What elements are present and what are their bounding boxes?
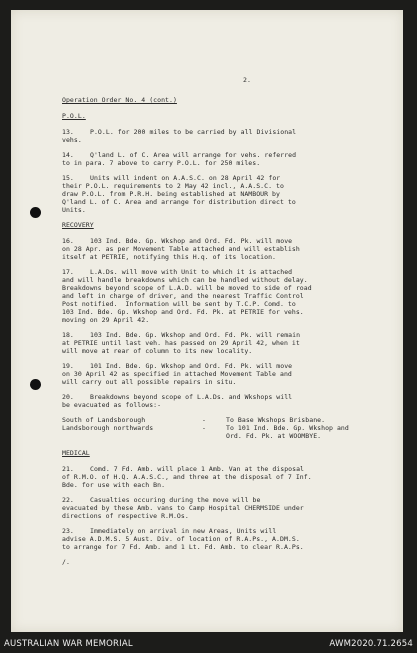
- paragraph-number: 15.: [62, 174, 74, 182]
- paragraph-text: Q'land L. of C. Area and arrange for distribution direct to: [62, 198, 296, 206]
- paragraph-line: [62, 370, 392, 378]
- paragraph-text: Units.: [62, 206, 86, 214]
- paragraph-text: Comd. 7 Fd. Amb. will place 1 Amb. Van at the disposal: [90, 465, 305, 473]
- section-p-o-l: [62, 112, 392, 214]
- paragraph-number: 17.: [62, 268, 74, 276]
- sections-container: [62, 112, 392, 566]
- paragraph-line: [62, 378, 392, 386]
- archive-footer: [0, 634, 417, 653]
- paragraph-line: [62, 292, 392, 300]
- evacuation-to: Ord. Fd. Pk. at WOOMBYE.: [226, 432, 322, 440]
- punch-hole-bottom: [30, 379, 41, 390]
- numbered-paragraph: [62, 151, 392, 167]
- paragraph-line: [62, 339, 392, 347]
- paragraph-line: [62, 151, 392, 159]
- evacuation-table: [62, 416, 392, 440]
- paragraph-text: and left in charge of driver, and the nearest Traffic Control: [62, 292, 304, 300]
- paragraph-line: [62, 473, 392, 481]
- document-page: [11, 10, 403, 632]
- paragraph-line: [62, 190, 392, 198]
- paragraph-line: [62, 401, 392, 409]
- section-medical: [62, 449, 392, 551]
- paragraph-text: Q'land L. of C. Area will arrange for vehs. referred: [90, 151, 297, 159]
- paragraph-number: 21.: [62, 465, 74, 473]
- section-heading: RECOVERY: [62, 221, 94, 229]
- evacuation-row: [62, 432, 392, 440]
- paragraph-line: [62, 504, 392, 512]
- numbered-paragraph: [62, 362, 392, 386]
- evacuation-from: South of Landsborough: [62, 416, 146, 424]
- paragraph-line: [62, 527, 392, 535]
- paragraph-number: 19.: [62, 362, 74, 370]
- paragraph-text: L.A.Ds. will move with Unit to which it is attached: [90, 268, 293, 276]
- order-title: Operation Order No. 4 (cont.): [62, 96, 177, 104]
- paragraph-text: at PETRIE until last veh. has passed on 29 April 42, when it: [62, 339, 300, 347]
- paragraph-text: of R.M.O. of H.Q. A.A.S.C., and three at the disposal of 7 Inf.: [62, 473, 312, 481]
- end-mark: /.: [62, 558, 70, 566]
- paragraph-line: [62, 535, 392, 543]
- paragraph-text: Units will indent on A.A.S.C. on 28 April 42 for: [90, 174, 281, 182]
- paragraph-text: Breakdowns beyond scope of L.A.D. will be moved to side of road: [62, 284, 312, 292]
- paragraph-line: [62, 308, 392, 316]
- paragraph-line: [62, 182, 392, 190]
- punch-hole-top: [30, 207, 41, 218]
- paragraph-line: [62, 206, 392, 214]
- paragraph-text: P.O.L. for 200 miles to be carried by all Divisional: [90, 128, 297, 136]
- paragraph-text: 103 Ind. Bde. Gp. Wkshop and Ord. Fd. Pk. at PETRIE for vehs.: [62, 308, 304, 316]
- paragraph-number: 23.: [62, 527, 74, 535]
- numbered-paragraph: [62, 268, 392, 324]
- paragraph-text: will move at rear of column to its new locality.: [62, 347, 253, 355]
- paragraph-number: 16.: [62, 237, 74, 245]
- evacuation-to: To 101 Ind. Bde. Gp. Wkshop and: [226, 424, 349, 432]
- paragraph-number: 18.: [62, 331, 74, 339]
- section-heading: P.O.L.: [62, 112, 86, 120]
- paragraph-text: directions of respective R.M.Os.: [62, 512, 189, 520]
- evacuation-dash: -: [202, 416, 206, 424]
- paragraph-text: Breakdowns beyond scope of L.A.Ds. and Wkshops will: [90, 393, 293, 401]
- paragraph-line: [62, 174, 392, 182]
- paragraph-text: Bde. for use with each Bn.: [62, 481, 166, 489]
- evacuation-from: Landsborough northwards: [62, 424, 154, 432]
- paragraph-text: itself at PETRIE, notifying this H.q. of its location.: [62, 253, 277, 261]
- numbered-paragraph: [62, 174, 392, 214]
- evacuation-row: [62, 416, 392, 424]
- paragraph-number: 20.: [62, 393, 74, 401]
- paragraph-line: [62, 481, 392, 489]
- numbered-paragraph: [62, 128, 392, 144]
- paragraph-line: [62, 128, 392, 136]
- paragraph-number: 14.: [62, 151, 74, 159]
- paragraph-text: Casualties occuring during the move will be: [90, 496, 261, 504]
- paragraph-text: advise A.D.M.S. 5 Aust. Div. of location of R.A.Ps., A.DM.S.: [62, 535, 300, 543]
- footer-institution: AUSTRALIAN WAR MEMORIAL: [4, 638, 133, 649]
- numbered-paragraph: [62, 237, 392, 261]
- paragraph-text: 101 Ind. Bde. Gp. Wkshop and Ord. Fd. Pk. will move: [90, 362, 293, 370]
- section-recovery: [62, 221, 392, 440]
- paragraph-text: moving on 29 April 42.: [62, 316, 150, 324]
- paragraph-text: to arrange for 7 Fd. Amb. and 1 Lt. Fd. Amb. to clear R.A.Ps.: [62, 543, 304, 551]
- paragraph-text: 103 Ind. Bde. Gp. Wkshop and Ord. Fd. Pk. will remain: [90, 331, 301, 339]
- numbered-paragraph: [62, 393, 392, 409]
- paragraph-line: [62, 245, 392, 253]
- evacuation-from: [62, 432, 202, 440]
- evacuation-dash: -: [202, 424, 206, 432]
- numbered-paragraph: [62, 331, 392, 355]
- numbered-paragraph: [62, 527, 392, 551]
- evacuation-to: To Base Wkshops Brisbane.: [226, 416, 326, 424]
- paragraph-text: draw P.O.L. from P.R.H. being established at NAMBOUR by: [62, 190, 280, 198]
- paragraph-text: to in para. 7 above to carry P.O.L. for 250 miles.: [62, 159, 261, 167]
- paragraph-line: [62, 159, 392, 167]
- paragraph-line: [62, 465, 392, 473]
- paragraph-text: evacuated by these Amb. vans to Camp Hospital CHERMSIDE under: [62, 504, 304, 512]
- paragraph-text: Post notified. Information will be sent by T.C.P. Comd. to: [62, 300, 296, 308]
- paragraph-line: [62, 268, 392, 276]
- paragraph-line: [62, 496, 392, 504]
- paragraph-line: [62, 136, 392, 144]
- paragraph-line: [62, 276, 392, 284]
- paragraph-line: [62, 347, 392, 355]
- paragraph-line: [62, 331, 392, 339]
- paragraph-line: [62, 300, 392, 308]
- document-body: [62, 24, 392, 566]
- evacuation-row: [62, 424, 392, 432]
- paragraph-text: 103 Ind. Bde. Gp. Wkshop and Ord. Fd. Pk. will move: [90, 237, 293, 245]
- paragraph-line: [62, 512, 392, 520]
- page-number: 2.: [243, 76, 251, 84]
- paragraph-line: [62, 237, 392, 245]
- paragraph-text: Immediately on arrival in new Areas, Units will: [90, 527, 277, 535]
- paragraph-number: 22.: [62, 496, 74, 504]
- paragraph-text: will carry out all possible repairs in situ.: [62, 378, 237, 386]
- numbered-paragraph: [62, 465, 392, 489]
- paragraph-line: [62, 543, 392, 551]
- paragraph-text: be evacuated as follows:-: [62, 401, 162, 409]
- paragraph-line: [62, 253, 392, 261]
- paragraph-text: their P.O.L. requirements to 2 May 42 incl., A.A.S.C. to: [62, 182, 284, 190]
- paragraph-text: and will handle breakdowns which can be handled without delay.: [62, 276, 308, 284]
- paragraph-line: [62, 198, 392, 206]
- paragraph-line: [62, 362, 392, 370]
- paragraph-line: [62, 284, 392, 292]
- paragraph-text: on 28 Apr. as per Movement Table attached and will establish: [62, 245, 300, 253]
- footer-accession-number: AWM2020.71.2654: [329, 638, 413, 649]
- paragraph-text: vehs.: [62, 136, 82, 144]
- paragraph-line: [62, 393, 392, 401]
- section-heading: MEDICAL: [62, 449, 90, 457]
- numbered-paragraph: [62, 496, 392, 520]
- paragraph-number: 13.: [62, 128, 74, 136]
- evacuation-dash: [202, 432, 226, 440]
- paragraph-line: [62, 316, 392, 324]
- paragraph-text: on 30 April 42 as specified in attached Movement Table and: [62, 370, 292, 378]
